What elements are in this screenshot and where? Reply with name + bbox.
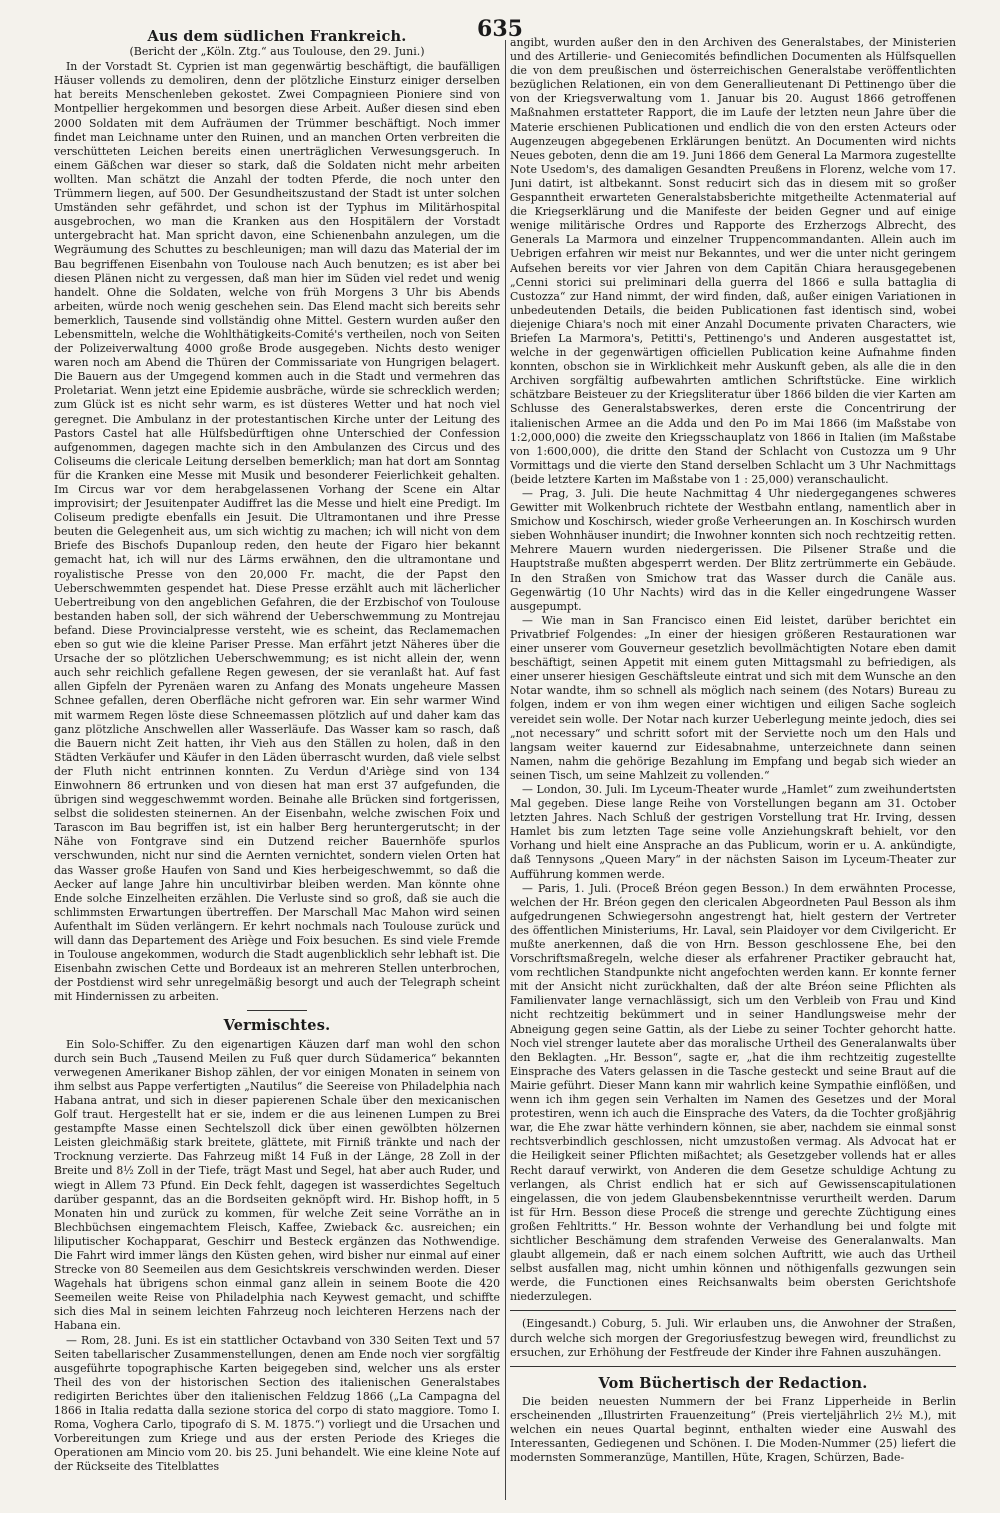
section-divider — [247, 1010, 307, 1011]
announcement-box — [510, 1310, 956, 1366]
misc-paragraph-solo-schiffer: Ein Solo-Schiffer. Zu den eigenartigen Käuzen darf man wohl den schon durch sein Buch „Tausend Meilen zu Fuß quer durch Südamerica“ bekannten verwegenen Amerikaner Bishop zählen, der vor einigen Monaten in seinem von ihm selbst aus Pappe verfertigten „Nautilus“ die Seereise von Philadelphia nach Habana antrat, und sich in dieser papierenen Schale über den mexicanischen Golf traut. Hergestellt hat er sie, indem er die aus leinenen Lumpen zu Brei gestampfte Masse einen Sechtelszoll dick über einen gewölbten hölzernen Leisten gleichmäßig stark breitete, glättete, mit Firniß tränkte und nach der Trocknung verzierte. Das Fahrzeug mißt 14 Fuß in der Länge, 28 Zoll in der Breite und 8½ Zoll in der Tiefe, trägt Mast und Segel, hat aber auch Ruder, und wiegt in Allem 73 Pfund. Ein Deck fehlt, dagegen ist wasserdichtes Segeltuch darüber gespannt, das an die Bordseiten geknöpft wird. Hr. Bishop hofft, in 5 Monaten hin und zurück zu kommen, für welche Zeit seine Vorräthe an in Blechbüchsen eingemachtem Fleisch, Kaffee, Zwieback &c. ausreichen; ein liliputischer Kochapparat, Geschirr und Besteck ergänzen das Nothwendige. Die Fahrt wird immer längs den Küsten gehen, wird bisher nur einmal auf einer Strecke von 80 Seemeilen aus dem Gesichtskreis verschwinden werden. Dieser Wagehals hat übrigens schon einmal ganz allein in seinem Boote die 420 Seemeilen weite Reise von Philadelphia nach Keywest gemacht, und schiffte sich dies Mal in seinem leichten Fahrzeug noch leichteren Herzens nach der Habana ein. — [54, 1037, 500, 1333]
page-number: 635 — [477, 16, 523, 42]
section-heading-books: Vom Büchertisch der Redaction. — [598, 1374, 868, 1392]
news-paragraph-prag: — Prag, 3. Juli. Die heute Nachmittag 4 Uhr niedergegangenes schweres Gewitter mit Wolkenbruch richtete der Westbahn entlang, namentlich aber in Smichow und Koschirsch, wieder große Verheerungen an. In Koschirsch wurden sieben Wohnhäuser inundirt; die Inwohner konnten sich noch rechtzeitig retten. Mehrere Mauern wurden niedergerissen. Die Pilsener Straße und die Hauptstraße mußten abgesperrt werden. Der Blitz zertrümmerte ein Gebäude. In den Straßen von Smichow trat das Wasser durch die Canäle aus. Gegenwärtig (10 Uhr Nachts) wird das in die Keller eingedrungene Wasser ausgepumpt. — [510, 487, 956, 613]
misc-paragraph-rom: — Rom, 28. Juni. Es ist ein stattlicher Octavband von 330 Seiten Text und 57 Seiten tabellarischer Zusammenstellungen, denen am Ende noch vier sorgfältig ausgeführte topographische Karten beigegeben sind, welcher uns als erster Theil des von der historischen Section des italienischen Generalstabes redigirten Berichtes über den italienischen Feldzug 1866 („La Campagna del 1866 in Italia redatta dalla sezione storica del corpo di stato maggiore. Tomo I. Roma, Voghera Carlo, tipografo di S. M. 1875.“) vorliegt und die Ursachen und Vorbereitungen zum Kriege und aus der ersten Periode des Krieges die Operationen am Mincio vom 20. bis 25. Juni behandelt. Wie eine kleine Note auf der Rückseite des Titelblattes — [54, 1333, 500, 1474]
article-heading-france: Aus dem südlichen Frankreich. — [147, 30, 407, 45]
books-paragraph: Die beiden neuesten Nummern der bei Franz Lipperheide in Berlin erscheinenden „Illustrirten Frauenzeitung“ (Preis vierteljährlich 2½ M.), mit welchen ein neues Quartal beginnt, enthalten wieder eine Auswahl des Interessanten, Gediegenen und Schönen. I. Die Moden-Nummer (25) liefert die modernsten Sommeranzüge, Mantillen, Hüte, Kragen, Schürzen, Bade- — [510, 1394, 956, 1465]
announcement-text: (Eingesandt.) Coburg, 5. Juli. Wir erlauben uns, die Anwohner der Straßen, durch welche sich morgen der Gregoriusfestzug bewegen wird, freundlichst zu ersuchen, zur Erhöhung der Festfreude der Kinder ihre Fahnen auszuhängen. — [510, 1317, 956, 1359]
news-paragraph-london: — London, 30. Juli. Im Lyceum-Theater wurde „Hamlet“ zum zweihundertsten Mal gegeben. Diese lange Reihe von Vorstellungen begann am 31. October letzten Jahres. Nach Schluß der gestrigen Vorstellung trat Hr. Irving, dessen Hamlet bis zum letzten Tage seine volle Anziehungskraft behielt, vor den Vorhang und hielt eine Ansprache an das Publicum, worin er u. A. ankündigte, daß Tennysons „Queen Mary“ in der nächsten Saison im Lyceum-Theater zur Aufführung kommen werde. — [510, 782, 956, 881]
news-paragraph-san-francisco: — Wie man in San Francisco einen Eid leistet, darüber berichtet ein Privatbrief Folgendes: „In einer der hiesigen größeren Restaurationen war einer unserer vom Gouverneur gesetzlich bevollmächtigten Notare eben damit beschäftigt, seinen Appetit mit einem guten Mittagsmahl zu befriedigen, als einer unserer hiesigen Geschäftsleute eintrat und sich mit dem Wunsche an den Notar wandte, ihm so schnell als möglich nach seinem (des Notars) Bureau zu folgen, indem er von ihm wegen einer wichtigen und eiligen Sache sogleich vereidet sein wolle. Der Notar nach kurzer Ueberlegung meinte jedoch, dies sei „not necessary“ und schritt sofort mit der Serviette noch um den Hals und langsam weiter kauernd zur Eidesabnahme, unterzeichnete dann seinen Namen, nahm die gehörige Bezahlung im Empfang und begab sich wieder an seinen Tisch, um seine Mahlzeit zu vollenden.“ — [510, 613, 956, 782]
left-column — [54, 30, 500, 1500]
article-dateline: (Bericht der „Köln. Ztg.“ aus Toulouse, den 29. Juni.) — [129, 45, 425, 59]
section-heading-misc: Vermischtes. — [223, 1017, 331, 1035]
right-column — [510, 36, 956, 1506]
article-paragraph-continued: angibt, wurden außer den in den Archiven des Generalstabes, der Ministerien und des Artillerie- und Geniecomités befindlichen Documenten als Hülfsquellen die von dem preußischen und österreichischen Generalstabe veröffentlichten bezüglichen Relationen, ein von dem Generallieutenant Di Pettinengo über die von der Kriegsverwaltung vom 1. Januar bis 20. August 1866 getroffenen Maßnahmen erstatteter Rapport, die im Laufe der letzten neun Jahre über die Materie erschienen Publicationen und endlich die von den ersten Acteurs oder Augenzeugen abgegebenen Erklärungen benützt. An Documenten wird nichts Neues geboten, denn die am 19. Juni 1866 dem General La Marmora zugestellte Note Usedom's, des damaligen Gesandten Preußens in Florenz, welche vom 17. Juni datirt, ist altbekannt. Sonst reducirt sich das in diesem mit so großer Gespanntheit erwarteten Generalstabsberichte mitgetheilte Actenmaterial auf die Kriegserklärung und die Manifeste der beiden Gegner und auf einige wenige militärische Ordres und Rapporte des Erzherzogs Albrecht, des Generals La Marmora und einzelner Truppencommandanten. Allein auch im Uebrigen erfahren wir meist nur Bekanntes, und wer die unter nicht geringem Aufsehen bereits vor vier Jahren von dem Capitän Chiara herausgegebenen „Cenni storici sui preliminari della guerra del 1866 e sulla battaglia di Custozza“ zur Hand nimmt, der wird finden, daß, außer einigen Variationen in unbedeutenden Details, die beiden Publicationen fast identisch sind, wobei diejenige Chiara's noch mit einer Anzahl Documente privaten Characters, wie Briefen La Marmora's, Petitti's, Pettinengo's und Anderen ausgestattet ist, welche in der gegenwärtigen officiellen Publication keine Aufnahme finden konnten, obschon sie in Wirklichkeit mehr Auskunft geben, als alle die in den Archiven sorgfältig aufbewahrten amtlichen Schriftstücke. Eine wirklich schätzbare Beisteuer zu der Kriegsliteratur über 1866 bilden die vier Karten am Schlusse des Generalstabswerkes, deren erste die Concentrirung der italienischen Armee an die Adda und den Po im Mai 1866 (im Maßstabe von 1:2,000,000) die zweite den Kriegsschauplatz von 1866 in Italien (im Maßstabe von 1:600,000), die dritte den Stand der Schlacht von Custozza um 9 Uhr Vormittags und die vierte den Stand derselben Schlacht um 3 Uhr Nachmittags (beide letztere Karten im Maßstabe von 1 : 25,000) veranschaulicht. — [510, 36, 956, 486]
column-rule — [505, 40, 506, 1500]
article-paragraph: In der Vorstadt St. Cyprien ist man gegenwärtig beschäftigt, die baufälligen Häuser vollends zu demoliren, denn der plötzliche Einsturz einiger derselben hat bereits Menschenleben gekostet. Zwei Compagnieen Pioniere sind von Montpellier hergekommen und besorgen diese Arbeit. Außer diesen sind eben 2000 Soldaten mit dem Aufräumen der Trümmer beschäftigt. Noch immer findet man Leichname unter den Ruinen, und an manchen Orten verbreiten die verschütteten Leichen bereits einen unerträglichen Verwesungsgeruch. In einem Gäßchen war dieser so stark, daß die Soldaten nicht mehr arbeiten wollten. Man schätzt die Anzahl der todten Pferde, die noch unter den Trümmern liegen, auf 500. Der Gesundheitszustand der Stadt ist unter solchen Umständen sehr gefährdet, und schon ist der Typhus im Militärhospital ausgebrochen, wo man die Kranken aus den Hospitälern der Vorstadt untergebracht hat. Man spricht davon, eine Schienenbahn anzulegen, um die Wegräumung des Schuttes zu beschleunigen; man will dazu das Material der im Bau begriffenen Eisenbahn von Toulouse nach Auch benutzen; es ist aber bei diesen Plänen nicht zu vergessen, daß man hier im Süden viel redet und wenig handelt. Ohne die Soldaten, welche von früh Morgens 3 Uhr bis Abends arbeiten, würde noch wenig geschehen sein. Das Elend macht sich bereits sehr bemerklich, Tausende sind vollständig ohne Mittel. Gestern wurden außer den Lebensmitteln, welche die Wohlthätigkeits-Comité's vertheilen, noch von Seiten der Polizeiverwaltung 4000 große Brode ausgegeben. Nichts desto weniger waren noch am Abend die Thüren der Commissariate von Hungrigen belagert. Die Bauern aus der Umgegend kommen auch in die Stadt und vermehren das Proletariat. Wenn jetzt eine Epidemie ausbräche, würde sie schrecklich werden; zum Glück ist es nicht sehr warm, es ist düsteres Wetter und hat noch viel geregnet. Die Ambulanz in der protestantischen Kirche unter der Leitung des Pastors Castel hat alle Hülfsbedürftigen ohne Unterschied der Confession aufgenommen, dagegen machte sich in den Ambulanzen des Circus und des Coliseums die clericale Leitung derselben bemerklich; man hat dort am Sonntag für die Kranken eine Messe mit Musik und besonderer Feierlichkeit gehalten. Im Circus war vor dem herabgelassenen Vorhang der Scene ein Altar improvisirt; der Jesuitenpater Audiffret las die Messe und hielt eine Predigt. Im Coliseum predigte ebenfalls ein Jesuit. Die Ultramontanen und ihre Presse beuten die Gelegenheit aus, um sich wichtig zu machen; ich will nicht von dem Briefe des Bischofs Dupanloup reden, den heute der Figaro hier bekannt gemacht hat, ich will nur des Lärms erwähnen, den die ultramontane und royalistische Presse von den 20,000 Fr. macht, die der Papst den Ueberschwemmten gespendet hat. Diese Presse erzählt auch mit lächerlicher Uebertreibung von den angeblichen Gefahren, die der Erzbischof von Toulouse bestanden haben soll, der sich während der Ueberschwemmung zu Montrejau befand. Diese Provincialpresse versteht, wie es scheint, das Reclamemachen eben so gut wie die kleine Pariser Presse. Man erfährt jetzt Näheres über die Ursache der so plötzlichen Ueberschwemmung; es ist nicht allein der, wenn auch sehr reichlich gefallene Regen gewesen, der sie veranlaßt hat. Auf fast allen Gipfeln der Pyrenäen waren zu Anfang des Monats ungeheure Massen Schnee gefallen, deren Oberfläche nicht gefroren war. Ein sehr warmer Wind mit warmem Regen löste diese Schneemassen plötzlich auf und daher kam das ganz plötzliche Anschwellen aller Wasserläufe. Das Wasser kam so rasch, daß die Bauern nicht Zeit hatten, ihr Vieh aus den Ställen zu holen, daß in den Städten Verkäufer und Käufer in den Läden überrascht wurden, daß viele selbst der Fluth nicht entrinnen konnten. Zu Verdun d'Ariège sind von 134 Einwohnern 86 ertrunken und von diesen hat man erst 37 aufgefunden, die übrigen sind weggeschwemmt worden. Beinahe alle Brücken sind fortgerissen, selbst die solidesten steinernen. An der Eisenbahn, welche zwischen Foix und Tarascon im Bau begriffen ist, ist ein halber Berg heruntergerutscht; in der Nähe von Fontgrave sind ein Dutzend reicher Bauernhöfe spurlos verschwunden, nicht nur sind die Aernten vernichtet, sondern vielen Orten hat das Wasser große Haufen von Sand und Kies herbeigeschwemmt, so daß die Aecker auf lange Jahre hin uncultivirbar bleiben werden. Man könnte ohne Ende solche Einzelheiten erzählen. Die Verluste sind so groß, daß sie auch die schlimmsten Erwartungen übertreffen. Der Marschall Mac Mahon wird seinen Aufenthalt im Süden verlängern. Er kehrt nochmals nach Toulouse zurück und will dann das Departement des Ariège und Foix besuchen. Es sind viele Fremde in Toulouse angekommen, wodurch die Stadt augenblicklich sehr lebhaft ist. Die Eisenbahn zwischen Cette und Bordeaux ist an mehreren Stellen unterbrochen, der Postdienst wird sehr unregelmäßig besorgt und auch der Telegraph scheint mit Hindernissen zu arbeiten. — [54, 60, 500, 1004]
news-paragraph-paris: — Paris, 1. Juli. (Proceß Bréon gegen Besson.) In dem erwähnten Processe, welchen der Hr. Bréon gegen den clericalen Abgeordneten Paul Besson als ihm aufgedrungenen Schwiegersohn angestrengt hat, hielt gestern der Vertreter des öffentlichen Ministeriums, Hr. Laval, sein Plaidoyer vor dem Civilgericht. Er mußte anerkennen, daß die von Hrn. Besson geschlossene Ehe, bei den Vorschriftsmaßregeln, welche dieser als erfahrener Practiker gebraucht hat, vom rechtlichen Standpunkte nicht angefochten werden kann. Er konnte ferner mit der Ansicht nicht zurückhalten, daß der alte Bréon seine Pflichten als Familienvater lange vernachlässigt, sich um den Verbleib von Frau und Kind nicht rechtzeitig bekümmert und in seiner Handlungsweise mehr der Abneigung gegen seine Gattin, als der Liebe zu seiner Tochter gehorcht hatte. Noch viel strenger lautete aber das moralische Urtheil des Generalanwalts über den Beklagten. „Hr. Besson“, sagte er, „hat die ihm rechtzeitig zugestellte Einsprache des Vaters gelassen in die Tasche gesteckt und seine Braut auf die Mairie geführt. Dieser Mann kann mir wahrlich keine Sympathie einflößen, und wenn ich ihm gegen sein Verhalten im Namen des Gesetzes und der Moral protestiren, wenn ich auch die Einsprache des Vaters, da die Tochter großjährig war, die Ehe zwar hätte verhindern können, sie aber, nachdem sie einmal sonst rechtsverbindlich geschlossen, nicht umzustoßen vermag. Als Advocat hat er die Heiligkeit seiner Pflichten mißachtet; als Gesetzgeber vollends hat er alles Recht darauf verwirkt, von Anderen die dem Gesetze schuldige Achtung zu verlangen, als Christ endlich hat er sich auf Gewissenscapitulationen eingelassen, die von jedem Glaubensbekenntnisse verurtheilt werden. Darum ist für Hrn. Besson diese Proceß die strenge und gerechte Züchtigung eines großen Fehltritts.“ Hr. Besson wohnte der Verhandlung bei und folgte mit sichtlicher Beschämung dem strafenden Verweise des Generalanwalts. Man glaubt allgemein, daß er nach einem solchen Auftritt, wie auch das Urtheil selbst ausfallen mag, nicht umhin können und nöthigenfalls gezwungen sein werde, die Functionen eines Reichsanwalts beim obersten Gerichtshofe niederzulegen. — [510, 881, 956, 1304]
